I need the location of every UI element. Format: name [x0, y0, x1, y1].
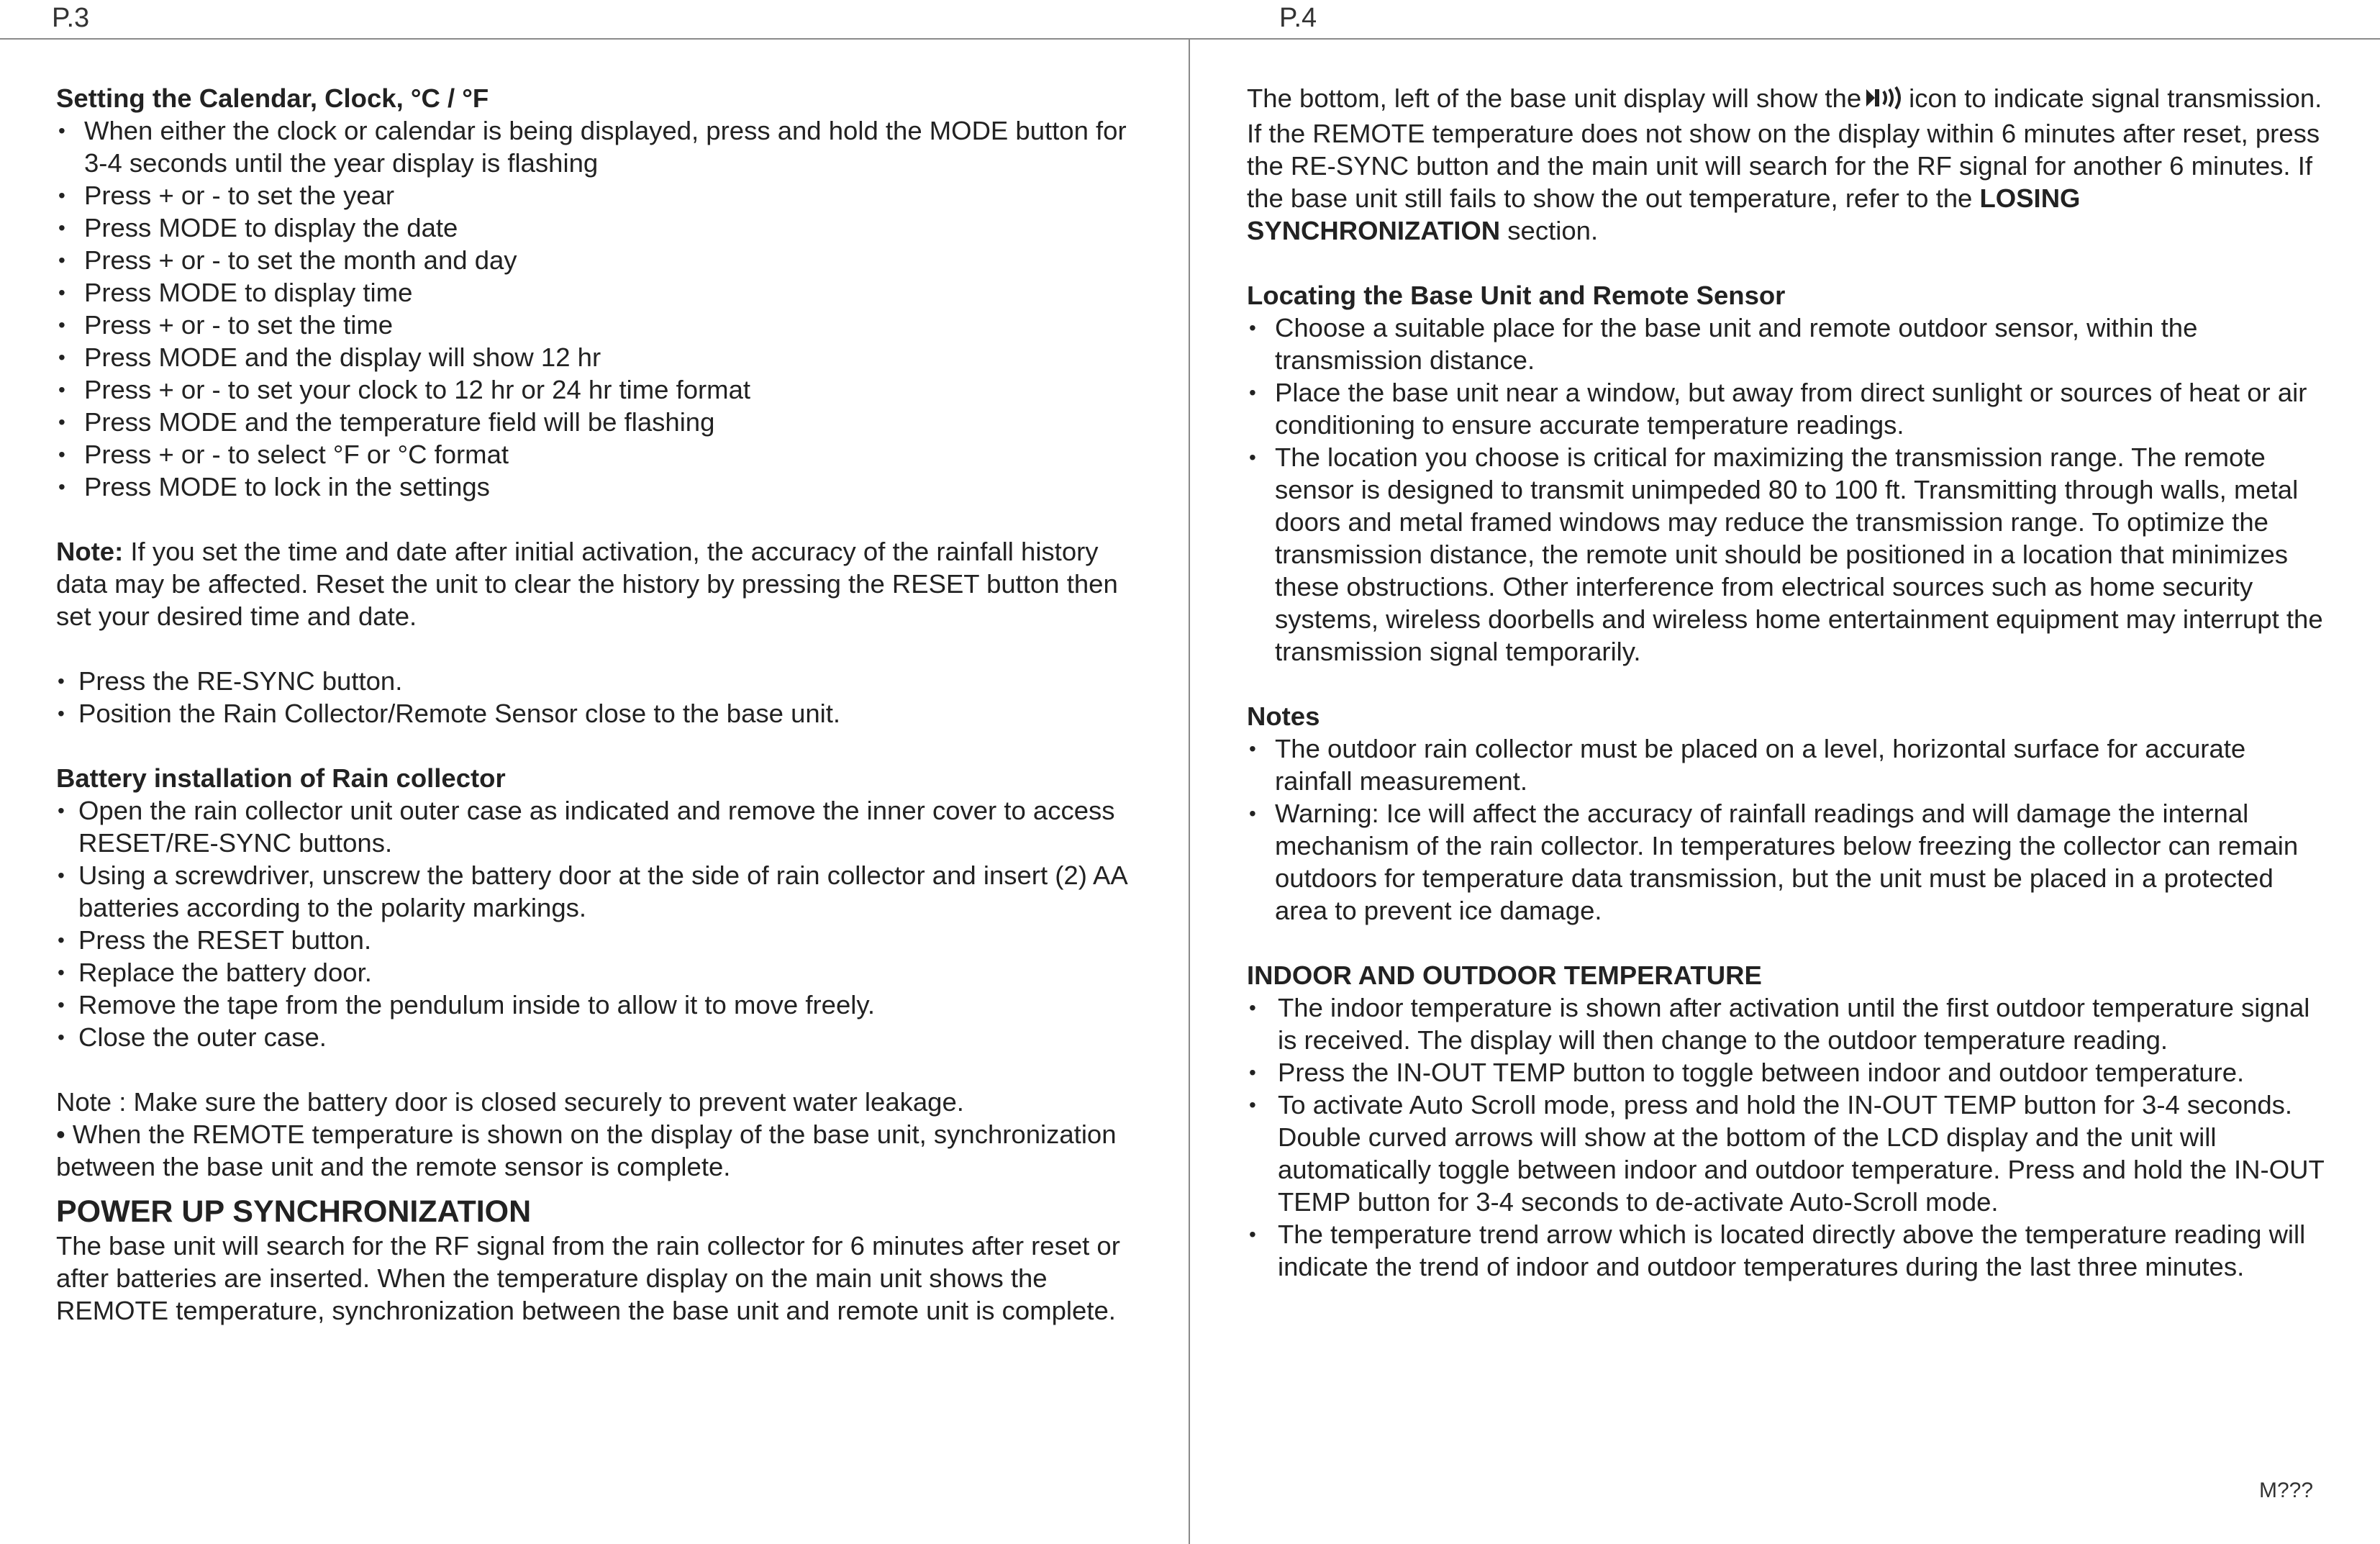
note-label: Note:	[56, 537, 124, 566]
list-item: • Remove the tape from the pendulum inside to allow it to move freely.	[56, 989, 1150, 1021]
list-item: • The indoor temperature is shown after activation until the first outdoor temperature signal is received. The display will then change to the outdoor temperature reading.	[1247, 991, 2326, 1056]
list-item: • Place the base unit near a window, but away from direct sunlight or sources of heat or air conditioning to ensure accurate temperature readings.	[1247, 376, 2326, 441]
list-item: • Close the outer case.	[56, 1021, 1150, 1053]
battery-steps-list	[56, 794, 1150, 1053]
left-page	[56, 82, 1150, 1327]
page-number-right: P.4	[1279, 3, 1317, 33]
list-item: • The outdoor rain collector must be placed on a level, horizontal surface for accurate rainfall measurement.	[1247, 732, 2326, 797]
list-item: • Press MODE to lock in the settings	[56, 471, 1150, 503]
resync-list	[56, 665, 1150, 730]
list-item: • Press + or - to set your clock to 12 hr or 24 hr time format	[56, 373, 1150, 406]
center-divider	[1189, 39, 1190, 1544]
power-up-text: The base unit will search for the RF signal from the rain collector for 6 minutes after reset or after batteries are inserted. When the temperature display on the main unit shows the REMOTE temperature, synchronization between the base unit and remote unit is complete.	[56, 1231, 1120, 1325]
list-item: • Press + or - to set the time	[56, 309, 1150, 341]
list-item: • Press + or - to set the year	[56, 179, 1150, 212]
list-item: • Using a screwdriver, unscrew the battery door at the side of rain collector and insert (2) AA batteries according to the polarity markings.	[56, 859, 1150, 924]
model-code: M???	[2259, 1479, 2314, 1502]
temperature-heading: INDOOR AND OUTDOOR TEMPERATURE	[1247, 961, 1762, 990]
list-item: • Open the rain collector unit outer case as indicated and remove the inner cover to access RESET/RE-SYNC buttons.	[56, 794, 1150, 859]
signal-transmission-icon	[1864, 85, 1906, 117]
power-up-heading: POWER UP SYNCHRONIZATION	[56, 1194, 532, 1229]
list-item: • Choose a suitable place for the base unit and remote outdoor sensor, within the transmission distance.	[1247, 312, 2326, 376]
top-divider	[0, 38, 2380, 40]
list-item: • To activate Auto Scroll mode, press and hold the IN-OUT TEMP button for 3-4 seconds. Double curved arrows will show at the bottom of the LCD display and the unit will automatically toggle between indoor and outdoor temperature. Press and hold the IN-OUT TEMP button for 3-4 seconds to de-activate Auto-Scroll mode.	[1247, 1089, 2326, 1218]
page-number-left: P.3	[52, 3, 90, 33]
temperature-list	[1247, 991, 2326, 1283]
losing-sync-ref: LOSING SYNCHRONIZATION	[1247, 183, 2081, 245]
remote-shown-text: • When the REMOTE temperature is shown on the display of the base unit, synchronization between the base unit and the remote sensor is complete.	[56, 1120, 1117, 1181]
list-item: • When either the clock or calendar is being displayed, press and hold the MODE button for 3-4 seconds until the year display is flashing	[56, 114, 1150, 179]
list-item: • Press the IN-OUT TEMP button to toggle between indoor and outdoor temperature.	[1247, 1056, 2326, 1089]
right-page	[1247, 82, 2326, 1283]
battery-heading: Battery installation of Rain collector	[56, 763, 506, 793]
list-item: • Press + or - to set the month and day	[56, 244, 1150, 276]
locating-heading: Locating the Base Unit and Remote Sensor	[1247, 281, 1786, 310]
list-item: • Position the Rain Collector/Remote Sensor close to the base unit.	[56, 697, 1150, 730]
list-item: • The location you choose is critical for maximizing the transmission range. The remote sensor is designed to transmit unimpeded 80 to 100 ft. Transmitting through walls, metal doors and metal framed windows may reduce the transmission range. To optimize the transmission distance, the remote unit should be positioned in a location that minimizes these obstructions. Other interference from electrical sources such as home security systems, wireless doorbells and wireless home entertainment equipment may interrupt the transmission signal temporarily.	[1247, 441, 2326, 668]
calendar-heading: Setting the Calendar, Clock, °C / °F	[56, 83, 489, 113]
note-text: If you set the time and date after initial activation, the accuracy of the rainfall history data may be affected. Reset the unit to clear the history by pressing the RESET button then set your desired time and date.	[56, 537, 1118, 631]
locating-list	[1247, 312, 2326, 668]
list-item: • Press the RESET button.	[56, 924, 1150, 956]
list-item: • Press the RE-SYNC button.	[56, 665, 1150, 697]
list-item: • Press + or - to select °F or °C format	[56, 438, 1150, 471]
notes-list	[1247, 732, 2326, 927]
intro-text-middle: icon to indicate signal transmission. If the REMOTE temperature does not show on the display within 6 minutes after reset, press the RE-SYNC button and the main unit will search for the RF signal for another 6 minutes. If the base unit still fails to show the out temperature, refer to the	[1247, 83, 2322, 213]
list-item: • Replace the battery door.	[56, 956, 1150, 989]
signal-intro-text	[1247, 82, 2326, 247]
intro-text-start: The bottom, left of the base unit display will show the	[1247, 83, 1862, 113]
list-item: • Warning: Ice will affect the accuracy of rainfall readings and will damage the internal mechanism of the rain collector. In temperatures below freezing the collector can remain outdoors for temperature data transmission, but the unit must be placed in a protected area to prevent ice damage.	[1247, 797, 2326, 927]
rainfall-history-note	[56, 535, 1150, 632]
list-item: • The temperature trend arrow which is located directly above the temperature reading will indicate the trend of indoor and outdoor temperatures during the last three minutes.	[1247, 1218, 2326, 1283]
intro-text-end: section.	[1500, 216, 1599, 245]
list-item: • Press MODE to display the date	[56, 212, 1150, 244]
notes-heading: Notes	[1247, 701, 1320, 731]
list-item: • Press MODE and the display will show 12 hr	[56, 341, 1150, 373]
calendar-steps-list	[56, 114, 1150, 503]
list-item: • Press MODE and the temperature field will be flashing	[56, 406, 1150, 438]
battery-door-note: Note : Make sure the battery door is closed securely to prevent water leakage.	[56, 1087, 964, 1117]
list-item: • Press MODE to display time	[56, 276, 1150, 309]
